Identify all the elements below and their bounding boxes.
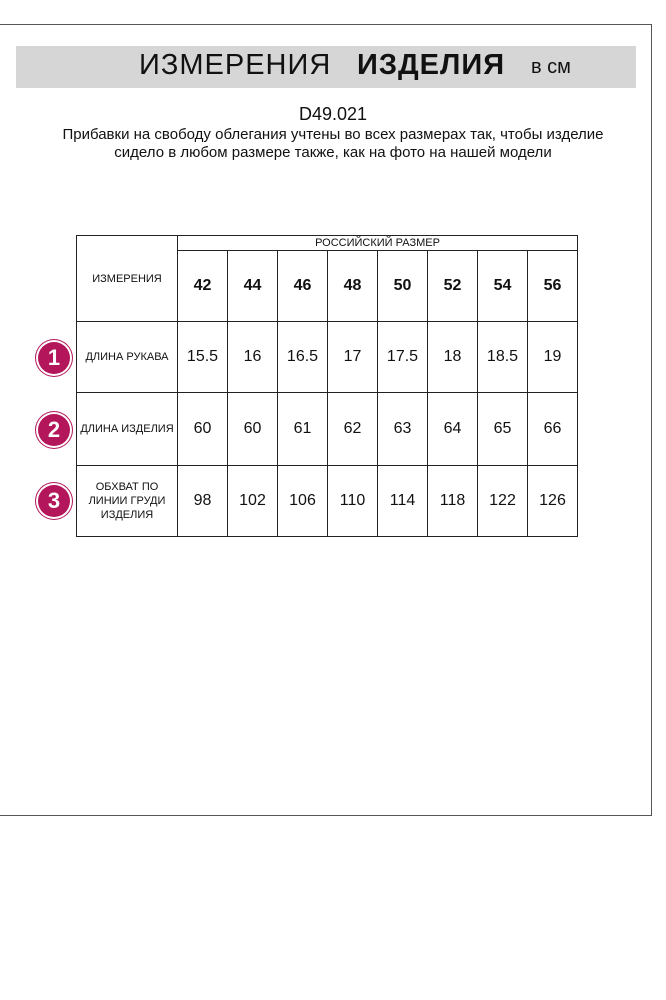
row-label-sleeve: ДЛИНА РУКАВА <box>77 322 178 393</box>
product-code: D49.021 <box>298 104 368 124</box>
size-header: 46 <box>278 251 328 322</box>
value-cell: 61 <box>278 393 328 466</box>
size-header: 56 <box>528 251 578 322</box>
value-cell: 126 <box>528 466 578 537</box>
value-cell: 62 <box>328 393 378 466</box>
title-product: ИЗДЕЛИЯ <box>357 49 506 81</box>
size-header: 50 <box>378 251 428 322</box>
value-cell: 110 <box>328 466 378 537</box>
value-cell: 16.5 <box>278 322 328 393</box>
value-cell: 118 <box>428 466 478 537</box>
value-cell: 60 <box>178 393 228 466</box>
size-header: 48 <box>328 251 378 322</box>
size-group-header: РОССИЙСКИЙ РАЗМЕР <box>178 236 578 251</box>
size-header: 42 <box>178 251 228 322</box>
value-cell: 15.5 <box>178 322 228 393</box>
title-unit: в см <box>531 56 571 78</box>
fit-note: Прибавки на свободу облегания учтены во всех размерах так, чтобы изделие сидело в любом размере также, как на фото на нашей модели <box>62 126 604 161</box>
value-cell: 63 <box>378 393 428 466</box>
value-cell: 102 <box>228 466 278 537</box>
size-header: 52 <box>428 251 478 322</box>
value-cell: 18.5 <box>478 322 528 393</box>
value-cell: 65 <box>478 393 528 466</box>
value-cell: 106 <box>278 466 328 537</box>
row-number-badge: 3 <box>38 485 70 517</box>
row-label-length: ДЛИНА ИЗДЕЛИЯ <box>77 393 178 466</box>
size-header: 44 <box>228 251 278 322</box>
title-measurements: ИЗМЕРЕНИЯ <box>139 49 332 81</box>
table-row <box>77 393 578 466</box>
size-header: 54 <box>478 251 528 322</box>
value-cell: 19 <box>528 322 578 393</box>
measurement-header: ИЗМЕРЕНИЯ <box>77 236 178 322</box>
value-cell: 114 <box>378 466 428 537</box>
table-row <box>77 466 578 537</box>
row-label-chest: ОБХВАТ ПО ЛИНИИ ГРУДИ ИЗДЕЛИЯ <box>77 466 178 537</box>
value-cell: 17 <box>328 322 378 393</box>
value-cell: 122 <box>478 466 528 537</box>
value-cell: 60 <box>228 393 278 466</box>
value-cell: 64 <box>428 393 478 466</box>
value-cell: 66 <box>528 393 578 466</box>
value-cell: 16 <box>228 322 278 393</box>
table-row <box>77 322 578 393</box>
value-cell: 18 <box>428 322 478 393</box>
row-number-badge: 2 <box>38 414 70 446</box>
value-cell: 17.5 <box>378 322 428 393</box>
row-number-badge: 1 <box>38 342 70 374</box>
value-cell: 98 <box>178 466 228 537</box>
size-table <box>76 235 578 537</box>
